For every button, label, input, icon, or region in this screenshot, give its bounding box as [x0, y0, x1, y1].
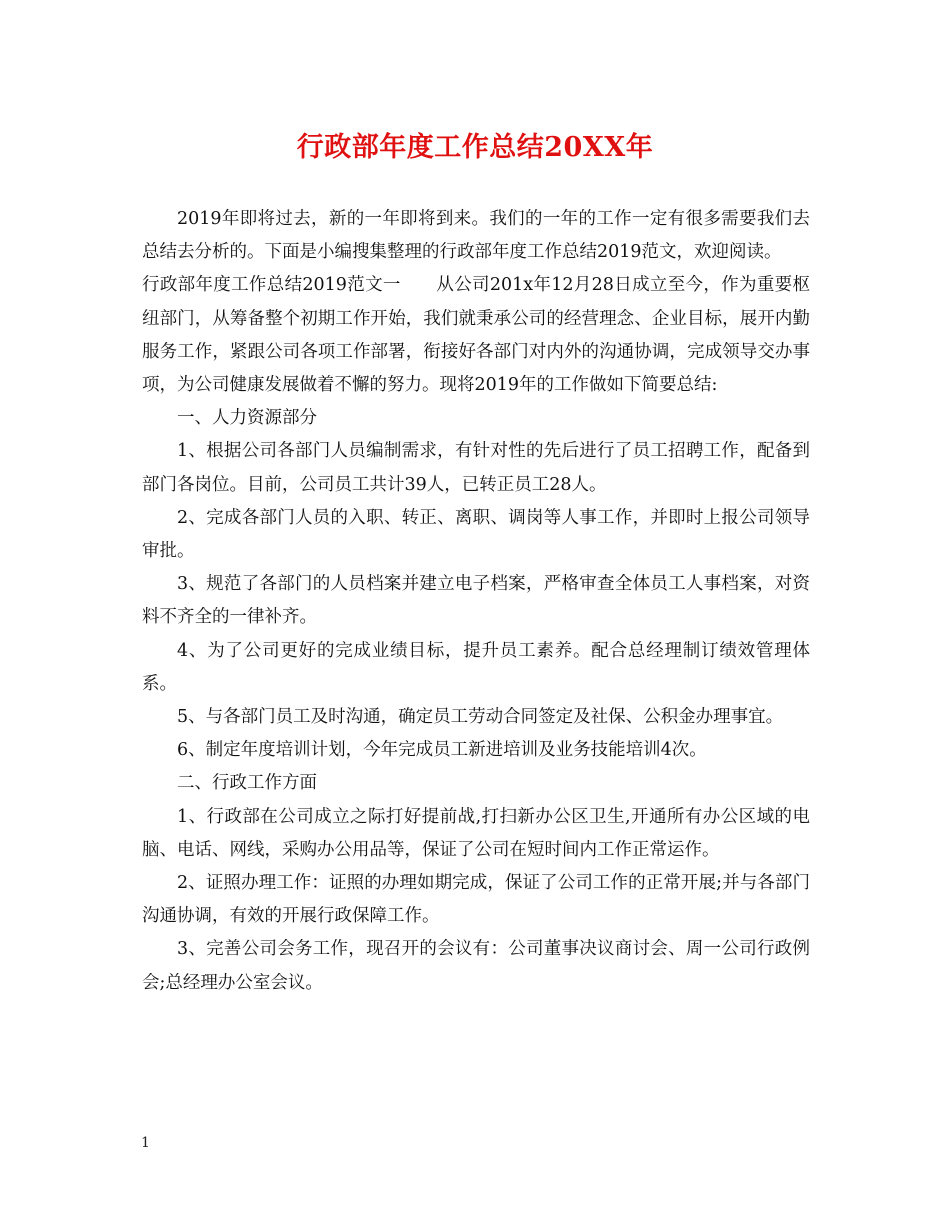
paragraph-intro: 2019年即将过去，新的一年即将到来。我们的一年的工作一定有很多需要我们去总结去分析的。下面是小编搜集整理的行政部年度工作总结2019范文，欢迎阅读。 [142, 209, 810, 263]
list-item-admin-1: 1、行政部在公司成立之际打好提前战,打扫新办公区卫生,开通所有办公区域的电脑、电话、网线，采购办公用品等，保证了公司在短时间内工作正常运作。 [142, 806, 810, 860]
list-item-hr-2: 2、完成各部门人员的入职、转正、离职、调岗等人事工作，并即时上报公司领导审批。 [142, 507, 810, 562]
section-heading-admin: 二、行政工作方面 [177, 773, 317, 794]
list-item-hr-6: 6、制定年度培训计划，今年完成员工新进培训及业务技能培训4次。 [177, 740, 707, 761]
list-item-hr-4: 4、为了公司更好的完成业绩目标，提升员工素养。配合总经理制订绩效管理体系。 [142, 640, 810, 694]
list-item-hr-5: 5、与各部门员工及时沟通，确定员工劳动合同签定及社保、公积金办理事宜。 [177, 707, 784, 728]
document-title: 行政部年度工作总结20XX年 [296, 132, 654, 163]
page-number: 1 [141, 1135, 150, 1151]
list-item-hr-3: 3、规范了各部门的人员档案并建立电子档案，严格审查全体员工人事档案，对资料不齐全的一律补齐。 [142, 574, 810, 628]
paragraph-summary-opening: 行政部年度工作总结2019范文一 从公司201x年12月28日成立至今，作为重要枢纽部门，从筹备整个初期工作开始，我们就秉承公司的经营理念、企业目标，展开内勤服务工作，紧跟公司各项工作部署，衔接好各部门对内外的沟通协调，完成领导交办事项，为公司健康发展做着不懈的努力。现将2019年的工作做如下简要总结: [142, 275, 810, 396]
list-item-admin-3: 3、完善公司会务工作，现召开的会议有：公司董事决议商讨会、周一公司行政例会;总经理办公室会议。 [142, 939, 810, 993]
document-body [142, 203, 810, 1000]
list-item-hr-1: 1、根据公司各部门人员编制需求，有针对性的先后进行了员工招聘工作，配备到部门各岗位。目前，公司员工共计39人，已转正员工28人。 [142, 441, 810, 495]
section-heading-hr: 一、人力资源部分 [177, 408, 317, 429]
list-item-admin-2: 2、证照办理工作：证照的办理如期完成，保证了公司工作的正常开展;并与各部门沟通协调，有效的开展行政保障工作。 [142, 873, 810, 927]
